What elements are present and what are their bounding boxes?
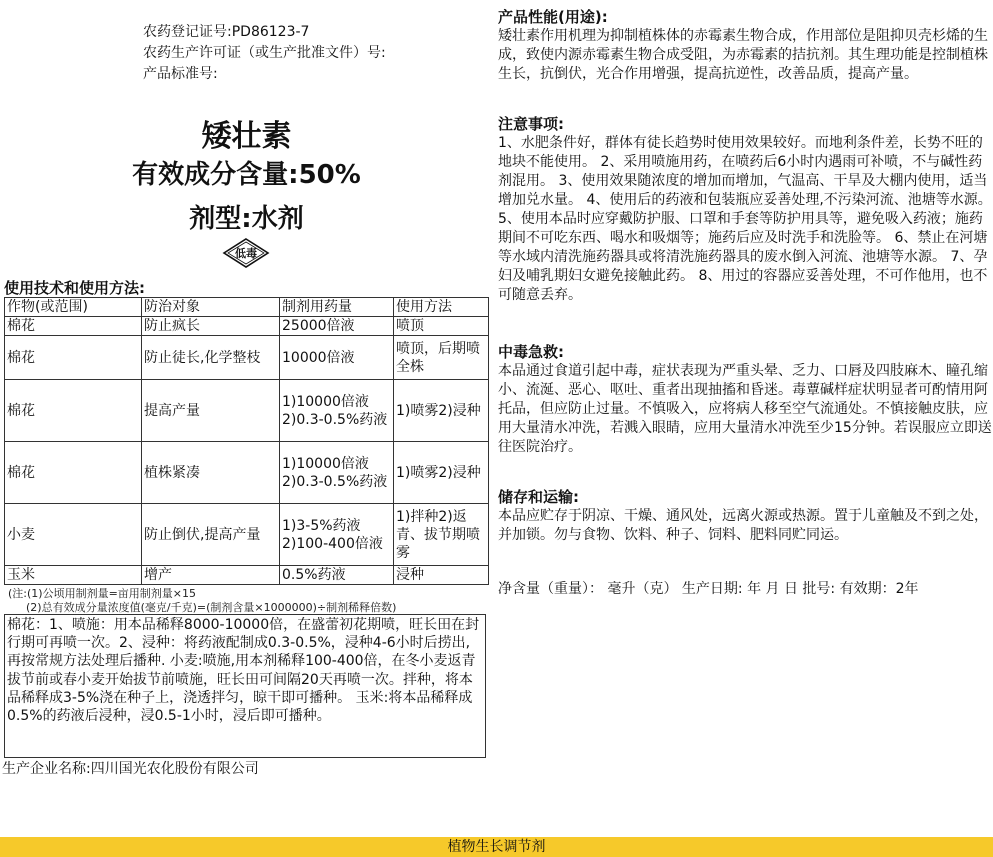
table-row <box>5 317 489 336</box>
net-content-info: 净含量（重量）： 毫升（克） 生产日期: 年 月 日 批号: 有效期：2年 <box>498 581 919 597</box>
table-row <box>5 504 489 566</box>
cell-dosage: 25000倍液 <box>280 317 394 336</box>
note-hectare: (注:(1)公顷用制剂量=亩用制剂量×15 <box>8 587 197 600</box>
table-header-method: 使用方法 <box>394 298 489 317</box>
cell-method: 1)喷雾2)浸种 <box>394 380 489 442</box>
cell-dosage: 1)10000倍液 2)0.3-0.5%药液 <box>280 380 394 442</box>
cell-method: 1)拌种2)返青、拔节期喷雾 <box>394 504 489 566</box>
cell-dosage: 0.5%药液 <box>280 566 394 585</box>
storage-section <box>498 488 992 545</box>
cell-target: 防止疯长 <box>142 317 280 336</box>
first-aid-text: 本品通过食道引起中毒，症状表现为严重头晕、乏力、口唇及四肢麻木、瞳孔缩小、流涎、恶心、呕吐、重者出现抽搐和昏迷。毒蕈碱样症状明显者可酌情用阿托品，但应防止过量。不慎吸入，应将病人移至空气流通处。不慎接触皮肤，应用大量清水冲洗，若溅入眼睛，应用大量清水冲洗至少15分钟。若误服应立即送往医院治疗。 <box>498 363 992 455</box>
cell-crop: 棉花 <box>5 317 142 336</box>
usage-section-title: 使用技术和使用方法: <box>4 279 145 297</box>
cell-method: 浸种 <box>394 566 489 585</box>
table-row <box>5 566 489 585</box>
cell-dosage: 10000倍液 <box>280 336 394 380</box>
table-notes <box>8 587 396 615</box>
caution-text: 1、水肥条件好，群体有徒长趋势时使用效果较好。而地利条件差，长势不旺的地块不能使用。 2、采用喷施用药，在喷药后6小时内遇雨可补喷，不与碱性药剂混用。 3、使用效果随浓度的增加而增加，气温高、干旱及大棚内使用，适当增加兑水量。 4、使用后的药液和包装瓶应妥善处理,不污染河流、池塘等水源。 5、使用本品时应穿戴防护服、口罩和手套等防护用具等，避免吸入药液；施药期间不可吃东西、喝水和吸烟等；施药后应及时洗手和洗脸等。 6、禁止在河塘等水域内清洗施药器具或将清洗施药器具的废水倒入河流、池塘等水源。 7、孕妇及哺乳期妇女避免接触此药。 8、用过的容器应妥善处理，不可作他用，也不可随意丢弃。 <box>498 135 992 303</box>
cell-target: 植株紧凑 <box>142 442 280 504</box>
cell-target: 提高产量 <box>142 380 280 442</box>
manufacturer: 生产企业名称:四川国光农化股份有限公司 <box>2 761 259 777</box>
cell-crop: 棉花 <box>5 336 142 380</box>
category-bar: 植物生长调节剂 <box>0 837 993 857</box>
cell-target: 增产 <box>142 566 280 585</box>
usage-table <box>4 297 489 585</box>
performance-text: 矮壮素作用机理为抑制植株体的赤霉素生物合成，作用部位是阻抑贝壳杉烯的生成，致使内源赤霉素生物合成受阻，为赤霉素的拮抗剂。其生理功能是控制植株生长，抗倒伏，光合作用增强，提高抗逆性，改善品质，提高产量。 <box>498 28 988 82</box>
production-license: 农药生产许可证（或生产批准文件）号: <box>143 45 386 61</box>
cell-target: 防止徒长,化学整枝 <box>142 336 280 380</box>
table-header-row <box>5 298 489 317</box>
cell-crop: 棉花 <box>5 380 142 442</box>
registration-number: 农药登记证号:PD86123-7 <box>143 24 310 40</box>
storage-title: 储存和运输: <box>498 488 579 506</box>
performance-title: 产品性能(用途): <box>498 8 608 26</box>
product-standard: 产品标准号: <box>143 66 218 82</box>
table-row <box>5 336 489 380</box>
registration-info <box>143 22 386 85</box>
cell-crop: 小麦 <box>5 504 142 566</box>
application-method-text: 棉花：1、喷施：用本品稀释8000-10000倍，在盛蕾初花期喷，旺长田在封行期可再喷一次。2、浸种：将药液配制成0.3-0.5%，浸种4-6小时后捞出,再按常规方法处理后播种. 小麦:喷施,用本剂稀释100-400倍，在冬小麦返青拔节前或春小麦开始拔节前喷施，旺长田可间隔20天再喷一次。拌种，将本品稀释成3-5%浇在种子上，浇透拌匀，晾干即可播种。 玉米:将本品稀释成0.5%的药液后浸种，浸0.5-1小时，浸后即可播种。 <box>4 614 486 758</box>
first-aid-title: 中毒急救: <box>498 343 564 361</box>
caution-section <box>498 115 992 305</box>
table-row <box>5 380 489 442</box>
product-name: 矮壮素 <box>201 119 292 154</box>
toxicity-label: 低毒 <box>235 247 257 260</box>
low-toxicity-badge <box>222 238 270 268</box>
active-ingredient-content: 有效成分含量:50% <box>132 160 361 190</box>
formulation: 剂型:水剂 <box>189 204 304 234</box>
caution-title: 注意事项: <box>498 115 564 133</box>
table-header-crop: 作物(或范围) <box>5 298 142 317</box>
cell-target: 防止倒伏,提高产量 <box>142 504 280 566</box>
performance-section <box>498 8 992 84</box>
cell-method: 喷顶 <box>394 317 489 336</box>
note-concentration: (2)总有效成分量浓度值(毫克/千克)=(制剂含量×1000000)÷制剂稀释倍数) <box>26 601 397 614</box>
cell-crop: 玉米 <box>5 566 142 585</box>
storage-text: 本品应贮存于阴凉、干燥、通风处，远离火源或热源。置于儿童触及不到之处，并加锁。勿与食物、饮料、种子、饲料、肥料同贮同运。 <box>498 508 988 543</box>
cell-dosage: 1)10000倍液 2)0.3-0.5%药液 <box>280 442 394 504</box>
cell-method: 1)喷雾2)浸种 <box>394 442 489 504</box>
first-aid-section <box>498 343 992 457</box>
cell-crop: 棉花 <box>5 442 142 504</box>
table-header-target: 防治对象 <box>142 298 280 317</box>
cell-dosage: 1)3-5%药液 2)100-400倍液 <box>280 504 394 566</box>
table-header-dosage: 制剂用药量 <box>280 298 394 317</box>
cell-method: 喷顶，后期喷全株 <box>394 336 489 380</box>
table-row <box>5 442 489 504</box>
